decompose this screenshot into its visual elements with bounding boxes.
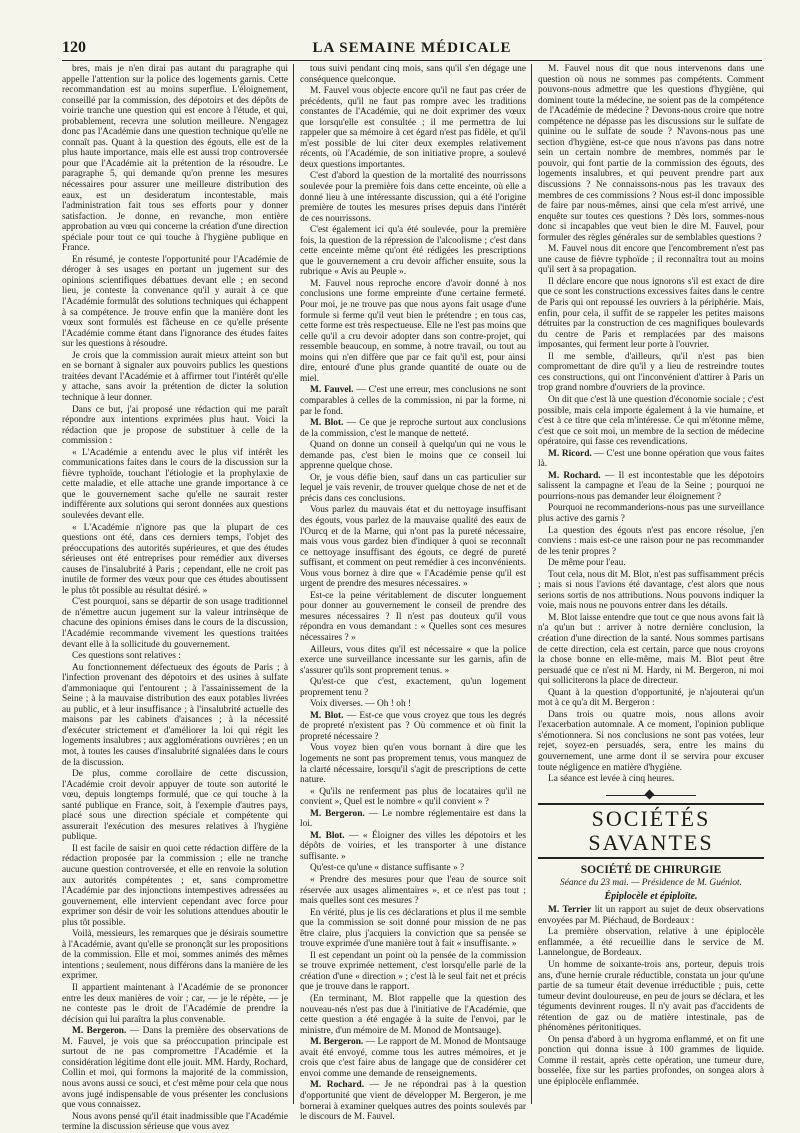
paragraph (300, 591, 526, 644)
page-number: 120 (62, 39, 86, 56)
column-rule (531, 64, 532, 1104)
column-2 (300, 64, 527, 1123)
paragraph: On dit que c'est là une question d'économie sociale ; c'est possible, mais cela importe également à la vie humaine, et c'est à ce titre que cela m'intéresse. Ce qui m'étonne même, c'est que ce soit moi, un membre de la section de médecine opératoire, qui fasse ces revendications. (538, 394, 764, 448)
speaker-name: M. Rochard. (548, 470, 601, 481)
paragraph-text: Il est cependant un point où la pensée de la commission se trouve exprimée nettement, c'est lorsqu'elle parle de la création d'une « direction » ; c'est là le seul fait net et précis que je trouve dans le rapport. (300, 950, 526, 993)
paragraph-text: De même pour l'eau. (548, 558, 626, 569)
speaker-name: M. Bergeron. (310, 808, 365, 819)
paragraph-text: En vérité, plus je lis ces déclarations et plus il me semble que la commission se soit donné pour mission de ne pas être claire, plus j'acquiers la conviction que sa pensée se trouve exprimée d'une manière tout à fait « insuffisante. » (300, 907, 526, 950)
paragraph (538, 960, 764, 1034)
paragraph (300, 677, 526, 698)
paragraph-text: La question des égouts n'est pas encore résolue, j'en conviens : mais est-ce une raison pour ne pas recommander de les tenir propres ? (538, 525, 764, 557)
paragraph: Il me semble, d'ailleurs, qu'il n'est pas bien compromettant de dire qu'il y a lieu de restreindre toutes ces constructions, qui ont l'inconvénient d'attirer à Paris un trop grand nombre d'ouvriers de la province. (538, 351, 764, 394)
paragraph (538, 710, 764, 773)
paragraph-text: Vous parlez du mauvais état et du nettoyage insuffisant des égouts, vous parlez de la mauvaise qualité des eaux de l'Ourcq et de la Marne, qui n'ont pas la pureté nécessaire, mais vous vous gardez bien d'indiquer à quoi se reconnaît ce nettoyage insuffisant des égouts, ce degré de pureté suffisant, et comment on peut remédier à ces inconvénients. Vous vous bornez à dire que « l'Académie pense qu'il est urgent de prendre des mesures nécessaires. » (300, 505, 526, 590)
paragraph-text: « Prendre des mesures pour que l'eau de source soit réservée aux usages alimentaires », et ce n'est pas tout ; mais quelles sont ces mesures ? (300, 875, 526, 907)
paragraph-text: Quand on donne un conseil à quelqu'un qui ne vous le demande pas, c'est bien le moins que ce conseil lui apprenne quelque chose. (300, 440, 526, 472)
paragraph (538, 774, 764, 785)
paragraph-text: Qu'est-ce que c'est, exactement, qu'un logement proprement tenu ? (300, 677, 526, 698)
paragraph-text: Dans trois ou quatre mois, nous allons avoir l'exacerbation automnale. A ce moment, l'opinion publique s'émotionnera. Si nos conclusions ne sont pas votées, leur rejet, soyez-en persuadés, sera, entre les mains du gouvernement, une arme dont il se servira pour excuser toute négligence en matière d'hygiène. (538, 709, 764, 773)
paragraph: bres, mais je n'en dirai pas autant du paragraphe qui appelle l'attention sur la police des logements garnis. Cette recommandation est au moins superflue. L'éloignement, conseillé par la commission, des dépotoirs et des dépôts de voirie tranche une question qui est encore à l'étude, et qui, probablement, recevra une solution meilleure. N'engagez donc pas l'Académie dans une question technique qu'elle ne connaît pas. Quant à la question des égouts, elle est de la plus haute importance, mais elle est aussi trop controversée pour que l'Académie ait la prétention de la résoudre. Le paragraphe 5, qui demande qu'on prenne les mesures nécessaires pour assurer une meilleure distribution des eaux, est un desideratum incontestable, mais l'administration fait tous ses efforts pour y donner satisfaction. Je donne, en revanche, mon entière approbation au vœu qui concerne la création d'une direction spéciale pour tout ce qui touche à l'hygiène publique en France. (62, 64, 288, 254)
paragraph: Dans ce but, j'ai proposé une rédaction qui me paraît répondre aux intentions exprimées plus haut. Voici la rédaction que je propose de substituer à celle de la commission : (62, 404, 288, 447)
paragraph (300, 473, 526, 505)
paragraph (300, 505, 526, 589)
column-rule (293, 64, 294, 1104)
paragraph: Il déclare encore que nous ignorons s'il est exact de dire que ce sont les constructions excessives faites dans le centre de Paris qui ont repoussé les ouvriers à la périphérie. Mais, enfin, pour cela, il suffit de se rappeler les petites maisons détruites par la construction de ces magnifiques boulevards du centre de Paris et remplacées par des maisons imposantes, qui ferment leur porte à l'ouvrier. (538, 276, 764, 351)
paragraph (300, 711, 526, 743)
session-line: Séance du 23 mai. — Présidence de M. Guéniot. (560, 878, 742, 889)
paragraph-text: Qu'est-ce qu'une « distance suffisante » ? (310, 863, 465, 874)
section-title: SOCIÉTÉS SAVANTES (538, 803, 764, 859)
paragraph-text: — Est-ce que vous croyez que tous les degrés de propreté n'existent pas ? Où commence et où finit la propreté nécessaire ? (300, 710, 526, 742)
paragraph-text: — C'est une erreur, mes conclusions ne sont comparables à celles de la commission, ni par la forme, ni par le fond. (300, 385, 526, 417)
paragraph: Au fonctionnement défectueux des égouts de Paris ; à l'infection provenant des dépotoirs et des usines à sulfate d'ammoniaque qui l'entourent ; à l'assainissement de la Seine ; à la mauvaise distribution des eaux potables livrées au public, et à leur insuffisance ; à l'insalubrité actuelle des maisons par les cabinets d'aisances ; à la nécessité d'exécuter strictement et d'améliorer la loi qui régit les logements insalubres ; aux agglomérations ouvrières ; en un mot, à toutes les causes d'insalubrité signalées dans le cours de la discussion. (62, 662, 288, 768)
paragraph-text: Vous voyez bien qu'en vous bornant à dire que les logements ne sont pas proprement tenus, vous manquez de la clarté nécessaire, lorsqu'il s'agit de prescriptions de cette nature. (300, 743, 526, 786)
speaker-name: M. Blot. (310, 418, 344, 429)
paragraph: Il est facile de saisir en quoi cette rédaction diffère de la rédaction proposée par la commission ; elle ne tranche aucune question controversée, et elle en renvoie la solution aux autorités compétentes ; et, sans compromettre l'Académie par des injonctions intempestives adressées au gouvernement, elle intervient cependant avec force pour exprimer son désir de voir les solutions attendues aboutir le plus tôt possible. (62, 843, 288, 928)
paragraph (538, 688, 764, 709)
paragraph: « L'Académie a entendu avec le plus vif intérêt les communications faites dans le cours de la discussion sur la fièvre typhoïde, touchant l'étiologie et la prophylaxie de cette maladie, et elle attache une grande importance à ce que le gouvernement sache qu'elle ne saurait rester indifférente aux solutions qui seront données aux questions soulevées devant elle. (62, 447, 288, 521)
paragraph (300, 831, 526, 863)
paragraph-text: — Dans la première des observations de M. Fauvel, je vois que sa préoccupation principale est surtout de ne pas compromettre l'Académie et la considération légitime dont elle jouit. MM. Hardy, Rochard, Collin et moi, qui formons la majorité de la commission, nous avons aussi ce souci, et c'est même pour cela que nous avons jugé indispensable de vous présenter les conclusions que vous connaissez. (62, 1026, 289, 1111)
column-3 (538, 64, 764, 1104)
speaker-name: M. Terrier (548, 905, 592, 916)
paragraph-text: On pensa d'abord à un hygroma enflammé, et on fit une ponction qui donna issue à 100 grammes de liquide. Comme il restait, après cette opération, une tumeur dure, bosselée, fixe sur les parties profondes, on songea alors à une épiplocèle enflammée. (538, 1034, 764, 1088)
paragraph-text: — Ce que je reproche surtout aux conclusions de la commission, c'est le manque de netteté. (300, 418, 526, 439)
paragraph (538, 449, 764, 470)
paragraph (538, 570, 764, 612)
paragraph (538, 471, 764, 503)
speaker-name: M. Blot. (310, 830, 345, 841)
speaker-name: M. Blot. (310, 710, 344, 721)
page-header (62, 38, 762, 61)
paragraph (538, 503, 764, 524)
paragraph (62, 1026, 288, 1110)
paragraph (300, 1080, 526, 1122)
paragraph: M. Fauvel nous dit encore que l'encombrement n'est pas une cause de fièvre typhoïde ; il reconnaîtra tout au moins qu'il sert à sa propagation. (538, 244, 764, 276)
paragraph (538, 927, 764, 959)
paragraph (538, 526, 764, 558)
paragraph: Il appartient maintenant à l'Académie de se prononcer entre les deux manières de voir ; car, — je le répète, — je ne conteste pas le droit de l'Académie de prendre la décision qui lui paraîtra la plus convenable. (62, 983, 288, 1025)
paragraph-text: Nous avons pensé qu'il était inadmissible que l'Académie termine la discussion sérieuse que vous avez (62, 1111, 288, 1133)
society-name: SOCIÉTÉ DE CHIRURGIE (580, 863, 722, 876)
text-columns (62, 64, 765, 1133)
paragraph-text: Est-ce la peine véritablement de discuter longuement pour donner au gouvernement le conseil de prendre des mesures nécessaires ? Il n'est pas douteux qu'il vous répondra en vous demandant : « Quelles sont ces mesures nécessaires ? » (300, 590, 526, 643)
paragraph (300, 863, 526, 874)
paragraph-text: Voix diverses. — Oh ! oh ! (310, 699, 412, 710)
paragraph (300, 875, 526, 907)
paragraph (538, 905, 764, 926)
paragraph (62, 1112, 288, 1133)
paragraph-text: — « Éloigner des villes les dépotoirs et les dépôts de voiries, et les transporter à une distance suffisante. » (300, 830, 526, 862)
paragraph-text: « Qu'ils ne renferment pas plus de locataires qu'il ne convient », Quel est le nombre « qu'il convient » ? (300, 786, 526, 808)
paragraph-text: Quant à la question d'opportunité, je n'ajouterai qu'un mot à ce qu'a dit M. Bergeron : (538, 687, 764, 709)
section-separator (606, 791, 696, 799)
journal-title: LA SEMAINE MÉDICALE (312, 40, 512, 56)
paragraph-text: lit un rapport au sujet de deux observations envoyées par M. Piéchaud, de Bordeaux : (538, 905, 765, 926)
paragraph (300, 743, 526, 785)
paragraph: C'est également ici qu'a été soulevée, pour la première fois, la question de la répression de l'alcoolisme ; c'est dans cette enceinte même qu'ont été rédigées les prescriptions que le gouvernement a cru devoir afficher ensuite, sous la rubrique « Avis au Peuple ». (300, 225, 526, 278)
paragraph-text: — C'est une bonne opération que vous faites là. (538, 448, 765, 470)
speaker-name: M. Bergeron. (72, 1026, 127, 1037)
paragraph (538, 558, 764, 569)
paragraph-text: Ailleurs, vous dites qu'il est nécessaire « que la police exerce une surveillance incessante sur les garnis, afin de s'assurer qu'ils sont proprement tenus. » (300, 644, 526, 676)
paragraph-text: — Le nombre réglementaire est dans la loi. (300, 808, 527, 830)
paragraph: « L'Académie n'ignore pas que la plupart de ces questions ont été, dans ces derniers temps, l'objet des préoccupations des autorités supérieures, et que des études sérieuses ont été entreprises pour remédier aux diverses causes de l'insalubrité à Paris ; cependant, elle ne croit pas inutile de former des vœux pour que ces études aboutissent le plus tôt possible au résultat désiré. » (62, 522, 288, 596)
paragraph-text: (En terminant, M. Blot rappelle que la question des nouveau-nés n'est pas due à l'initiative de l'Académie, que cette question a été engagée à la suite de l'envoi, par le ministre, d'un mémoire de M. Monod de Montsauge). (300, 994, 526, 1036)
paragraph-text: Pourquoi ne recommanderions-nous pas une surveillance plus active des garnis ? (538, 503, 764, 524)
paragraph-text: M. Blot laisse entendre que tout ce que nous avons fait là n'a qu'un but : arriver à notre dernière conclusion, la création d'une direction de la santé. Nous sommes partisans de cette direction, cela est certain, parce que nous croyons la chose bonne en elle-même, mais M. Blot peut être persuadé que ce n'est ni M. Hardy, ni M. Bergeron, ni moi qui solliciterons la place de directeur. (538, 612, 764, 687)
paragraph (300, 908, 526, 950)
paragraph (300, 440, 526, 472)
paragraph (538, 1035, 764, 1088)
paragraph: M. Fauvel nous dit que nous intervenons dans une question où nous ne sommes pas compétents. Comment pouvons-nous admettre que les questions d'hygiène, qui dominent toute la médecine, ne soient pas de la compétence de l'Académie de médecine ? Devons-nous croire que notre compétence ne dépasse pas les discussions sur le sulfate de quinine ou le sulfate de soude ? N'avons-nous pas une section d'hygiène, est-ce que nous n'avons pas dans notre sein un certain nombre de membres, nommés par le pouvoir, qui font partie de la commission des égouts, des logements insalubres, et qui peuvent prendre part aux discussions ? Ne connaissons-nous pas les travaux des membres de ces commissions ? Nous est-il donc impossible de faire par nous-mêmes, ainsi que cela m'est arrivé, une enquête sur toutes ces questions ? Dès lors, sommes-nous donc si incapables que veut bien le dire M. Fauvel, pour formuler des règles générales sur de semblables questions ? (538, 64, 764, 243)
paragraph: M. Fauvel nous reproche encore d'avoir donné à nos conclusions une forme empreinte d'une certaine fermeté. Pour moi, je ne trouve pas que nous ayons fait usage d'une formule si ferme qu'il veut bien le prétendre ; en tous cas, cette forme est très respectueuse. Elle ne l'est pas moins que celle qu'il a cru devoir adopter dans son contre-projet, qui ressemble beaucoup, en somme, à notre travail, ou tout au moins qui n'en diffère que par ce fait qu'il est, pour ainsi dire, entouré d'une plus grande quantité de ouate ou de miel. (300, 278, 526, 384)
paragraph (300, 645, 526, 677)
topic-title: Épiplocèle et épiploïte. (604, 890, 698, 902)
paragraph (300, 809, 526, 830)
paragraph: En résumé, je conteste l'opportunité pour l'Académie de déroger à ses usages en portant un jugement sur des opinions scientifiques débattues devant elle ; en second lieu, je conteste la convenance qu'il y aurait à ce que l'Académie formulât des solutions techniques qui échappent à sa compétence. Je trouve enfin que la manière dont les vœux sont formulés est fâcheuse en ce qu'elle présente l'Académie comme étant dans l'ignorance des études faites sur les questions à résoudre. (62, 254, 288, 350)
paragraph (300, 994, 526, 1036)
paragraph: C'est d'abord la question de la mortalité des nourrissons soulevée pour la première fois dans cette enceinte, où elle a donné lieu à une intéressante discussion, qui a été l'origine première de toutes les mesures prises depuis dans l'intérêt de ces nourrissons. (300, 171, 526, 224)
paragraph: De plus, comme corollaire de cette discussion, l'Académie croit devoir appuyer de toute son autorité le vœu, depuis longtemps formulé, que ce qui touche à la santé publique en France, soit, à l'exemple d'autres pays, placé sous une direction spéciale et compétente qui assurerait l'exécution des mesures relatives à l'hygiène publique. (62, 769, 288, 843)
paragraph (300, 951, 526, 993)
paragraph-text: Tout cela, nous dit M. Blot, n'est pas suffisamment précis ; mais si nous l'avions été davantage, c'est alors que nous serions sortis de nos attributions. Nous pouvons indiquer la voie, mais nous ne pouvons entrer dans les détails. (538, 569, 764, 612)
paragraph (300, 418, 526, 439)
paragraph (300, 1037, 526, 1079)
paragraph-text: — Il est incontestable que les dépotoirs salissent la campagne et l'eau de la Seine ; pourquoi ne pourrions-nous pas demander leur éloignement ? (538, 470, 764, 502)
speaker-name: M. Rochard. (310, 1080, 365, 1091)
paragraph-text: — Je ne répondrai pas à la question d'opportunité que vient de développer M. Bergeron, je me bornerai à examiner quelques autres des points soulevés par le discours de M. Fauvel. (300, 1080, 527, 1123)
paragraph (300, 385, 526, 417)
paragraph-text: — Le rapport de M. Monod de Montsauge avait été envoyé, comme tous les autres mémoires, et je crois que c'est faire abus de langage que de considérer cet envoi comme une demande de renseignements. (300, 1037, 527, 1079)
column-1 (62, 64, 289, 1133)
paragraph-text: La première observation, relative à une épiplocèle enflammée, a été recueillie dans le service de M. Lannelongue, de Bordeaux. (538, 927, 764, 959)
paragraph: tous suivi pendant cinq mois, sans qu'il s'en dégage une conséquence quelconque. (300, 64, 526, 85)
paragraph-text: Un homme de soixante-trois ans, porteur, depuis trois ans, d'une hernie crurale réductible, constata un jour qu'une partie de sa tumeur était devenue irréductible ; puis, cette tumeur devint douloureuse, en peu de jours se déclara, et les téguments devinrent rouges. Il n'y avait pas d'accidents de rétention de gaz ou de matière intestinale, pas de phénomènes péritonitiques. (538, 960, 764, 1034)
paragraph (538, 613, 764, 687)
speaker-name: M. Ricord. (548, 448, 592, 459)
paragraph: Je crois que la commission aurait mieux atteint son but en se bornant à signaler aux pouvoirs publics les questions traitées devant l'Académie et à affirmer tout l'intérêt qu'elle y attache, sans avoir la prétention de dicter la solution technique à leur donner. (62, 350, 288, 403)
speaker-name: M. Bergeron. (310, 1037, 364, 1048)
paragraph (300, 787, 526, 808)
paragraph: Ces questions sont relatives : (72, 651, 181, 662)
speaker-name: M. Fauvel. (310, 385, 354, 396)
paragraph: C'est pourquoi, sans se départir de son usage traditionnel de n'émettre aucun jugement sur la valeur intrinsèque de chacune des opinions émises dans le cours de la discussion, l'Académie recommande vivement les questions traitées devant elle à la sollicitude du gouvernement. (62, 597, 288, 650)
paragraph: Voilà, messieurs, les remarques que je désirais soumettre à l'Académie, avant qu'elle se prononçât sur les propositions de la commission. Elle et moi, sommes animés des mêmes intentions ; seulement, nous différons dans la manière de les exprimer. (62, 929, 288, 982)
paragraph-text: La séance est levée à cinq heures. (548, 774, 675, 785)
paragraph (300, 699, 526, 710)
paragraph: M. Fauvel vous objecte encore qu'il ne faut pas créer de précédents, qu'il ne faut pas rompre avec les traditions constantes de l'Académie, qui ne doit exprimer des vœux que lorsqu'elle est consultée ; il me permettra de lui rappeler que sa mémoire à cet égard n'est pas fidèle, et qu'il m'est possible de lui citer deux exemples relativement récents, où l'Académie, de son initiative propre, a soulevé deux questions importantes. (300, 86, 526, 170)
paragraph-text: Or, je vous défie bien, sauf dans un cas particulier sur lequel je vais revenir, de trouver quelque chose de net et de précis dans ces conclusions. (300, 472, 526, 504)
